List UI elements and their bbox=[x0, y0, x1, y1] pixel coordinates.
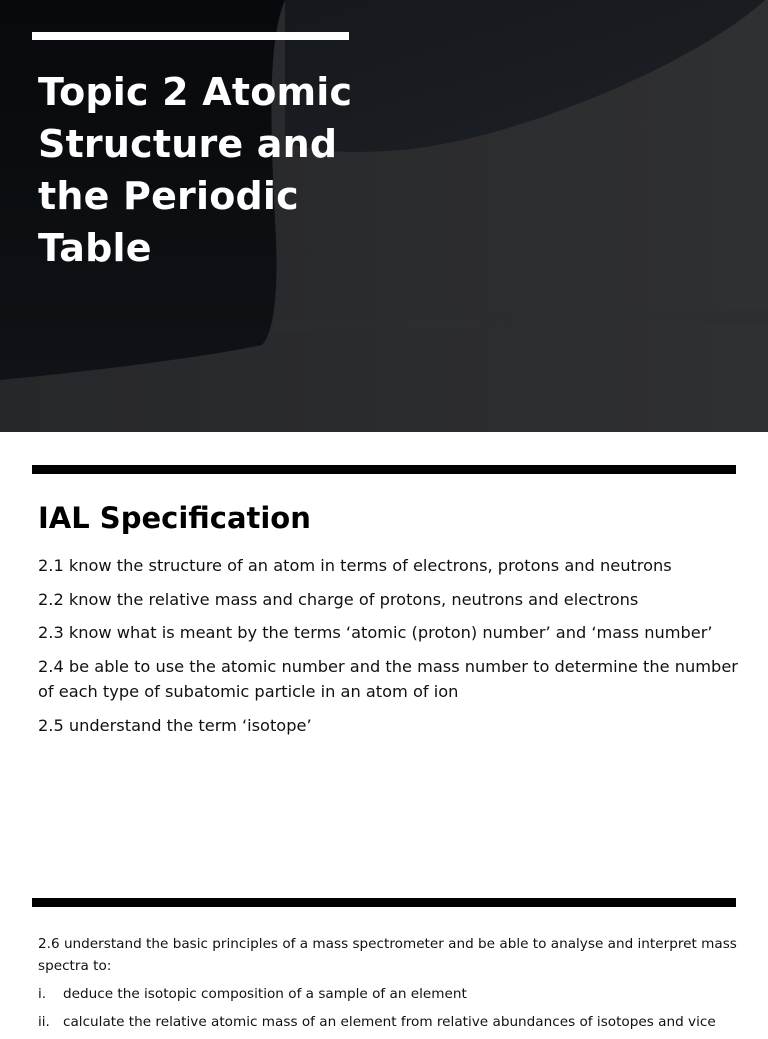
hero-banner bbox=[0, 0, 768, 432]
spec-item-2-4: 2.4 be able to use the atomic number and the mass number to determine the number of each type of subatomic particle in an atom of ion bbox=[38, 656, 738, 701]
spec-2-6-block bbox=[38, 933, 738, 1039]
sub-item-marker: i. bbox=[38, 986, 47, 1002]
spec-sub-list bbox=[38, 983, 738, 1033]
page-title: Topic 2 Atomic Structure and the Periodic Table bbox=[38, 70, 353, 270]
section-heading: IAL Specification bbox=[38, 501, 311, 535]
spec-item-2-3: 2.3 know what is meant by the terms ‘atomic (proton) number’ and ‘mass number’ bbox=[38, 623, 713, 642]
spec-list bbox=[38, 553, 738, 746]
sub-item-marker: ii. bbox=[38, 1014, 50, 1030]
spec-sub-item bbox=[38, 1011, 738, 1033]
spec-item-2-6: 2.6 understand the basic principles of a mass spectrometer and be able to analyse and interpret mass spectra to: bbox=[38, 936, 737, 974]
spec-item-2-1: 2.1 know the structure of an atom in terms of electrons, protons and neutrons bbox=[38, 556, 672, 575]
section-divider bbox=[32, 465, 736, 474]
spec-item-2-2: 2.2 know the relative mass and charge of protons, neutrons and electrons bbox=[38, 589, 639, 609]
section-divider bbox=[32, 898, 736, 907]
spec-sub-item bbox=[38, 983, 738, 1005]
sub-item-text: calculate the relative atomic mass of an element from relative abundances of isotopes and vice bbox=[63, 1014, 716, 1030]
sub-item-text: deduce the isotopic composition of a sample of an element bbox=[63, 986, 467, 1002]
hero-rule bbox=[32, 32, 349, 40]
spec-item-2-5: 2.5 understand the term ‘isotope’ bbox=[38, 715, 312, 735]
